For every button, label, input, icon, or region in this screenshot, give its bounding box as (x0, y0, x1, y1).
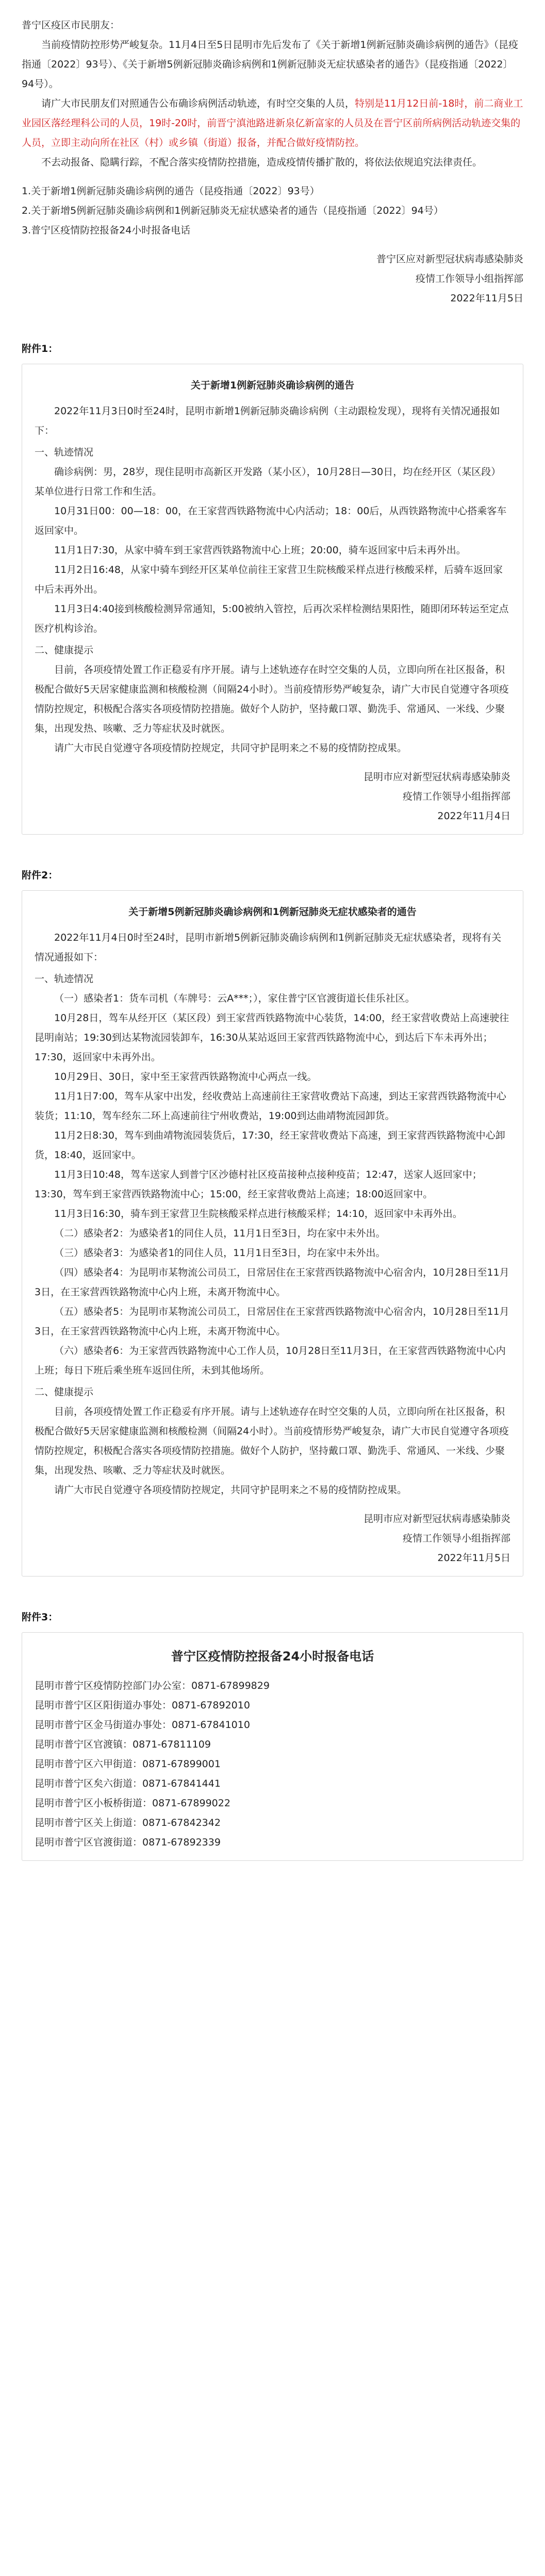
signature-line: 疫情工作领导小组指挥部 (402, 791, 510, 802)
body-paragraph: 11月1日7:30，从家中骑车到王家营西铁路物流中心上班；20:00，骑车返回家中后未再外出。 (54, 545, 466, 556)
body-paragraph: 11月2日8:30，驾车到曲靖物流园装货后，17:30，经王家营收费站下高速，到王家营西铁路物流中心卸货，18:40，返回家中。 (35, 1130, 505, 1161)
body-paragraph: 2022年11月4日0时至24时，昆明市新增5例新冠肺炎确诊病例和1例新冠肺炎无症状感染者，现将有关情况通报如下： (35, 932, 502, 963)
notice-attachment-link[interactable]: 1.关于新增1例新冠肺炎确诊病例的通告（昆疫指通〔2022〕93号） (22, 185, 320, 197)
phone-entry: 昆明市普宁区小板桥街道：0871-67899022 (35, 1798, 230, 1809)
attachment-2-label: 附件2： (22, 870, 58, 881)
attachment-2-block (22, 890, 523, 1577)
notice-highlight-text: 特别是11月12日前-18时，前二商业工业园区落经理科公司的人员，19时-20时，前晋宁滇池路进新泉亿新富家的人员及在晋宁区前所病例活动轨迹交集的人员，立即主动向所在社区（村）或乡镇（街道）报备，并配合做好疫情防控。 (22, 98, 523, 148)
body-paragraph: 10月28日，驾车从经开区（某区段）到王家营西铁路物流中心装货，14:00，经王家营收费站上高速驶往昆明南站；19:30到达某物流园装卸车，16:30从某站返回王家营西铁路物流中心，到达后下车未再外出；17:30，返回家中未再外出。 (35, 1012, 509, 1063)
attachment-2-body (35, 928, 510, 1500)
body-paragraph: 请广大市民自觉遵守各项疫情防控规定，共同守护昆明来之不易的疫情防控成果。 (54, 1484, 407, 1496)
phone-entry: 昆明市普宁区关上街道：0871-67842342 (35, 1817, 221, 1828)
spacer (22, 172, 523, 181)
signature-line: 昆明市应对新型冠状病毒感染肺炎 (363, 1513, 510, 1524)
phone-entry: 昆明市普宁区官渡街道：0871-67892339 (35, 1837, 221, 1848)
attachment-1-body (35, 401, 510, 758)
attachment-2-signature (35, 1500, 510, 1568)
signature-line: 2022年11月5日 (437, 1552, 510, 1564)
notice-section (22, 15, 523, 308)
notice-signature-line: 2022年11月5日 (450, 293, 523, 304)
attachment-3-title: 普宁区疫情防控报备24小时报备电话 (171, 1649, 374, 1664)
section-heading: 一、轨迹情况 (35, 973, 94, 985)
body-paragraph: 10月29日、30日，家中至王家营西铁路物流中心两点一线。 (54, 1071, 317, 1082)
section-heading: 一、轨迹情况 (35, 447, 94, 458)
phone-entry: 昆明市普宁区矣六街道：0871-67841441 (35, 1778, 221, 1789)
body-paragraph: （五）感染者5：为昆明市某物流公司员工，日常居住在王家营西铁路物流中心宿舍内，10月28日至11月3日，在王家营西铁路物流中心内上班，未离开物流中心。 (35, 1306, 509, 1337)
attachment-1-block (22, 364, 523, 835)
notice-text: 当前疫情防控形势严峻复杂。11月4日至5日昆明市先后发布了《关于新增1例新冠肺炎确诊病例的通告》（昆疫指通〔2022〕93号）、《关于新增5例新冠肺炎确诊病例和1例新冠肺炎无症状感染者的通告》（昆疫指通〔2022〕94号）。 (22, 39, 518, 90)
phone-entry: 昆明市普宁区区阳街道办事处：0871-67892010 (35, 1700, 250, 1711)
attachment-1-title: 关于新增1例新冠肺炎确诊病例的通告 (190, 380, 355, 391)
notice-attachment-link[interactable]: 2.关于新增5例新冠肺炎确诊病例和1例新冠肺炎无症状感染者的通告（昆疫指通〔2022〕94号） (22, 205, 443, 216)
section-heading: 二、健康提示 (35, 1386, 94, 1398)
body-paragraph: （六）感染者6：为王家营西铁路物流中心工作人员，10月28日至11月3日，在王家营西铁路物流中心内上班；每日下班后乘坐班车返回住所，未到其他场所。 (35, 1345, 506, 1376)
notice-paragraph (22, 94, 523, 152)
phone-entry: 昆明市普宁区金马街道办事处：0871-67841010 (35, 1719, 250, 1731)
spacer (22, 240, 523, 249)
notice-paragraph (22, 35, 523, 94)
notice-signature-line: 普宁区应对新型冠状病毒感染肺炎 (376, 253, 523, 265)
attachment-1-signature (35, 758, 510, 826)
body-paragraph: 目前，各项疫情处置工作正稳妥有序开展。请与上述轨迹存在时空交集的人员，立即向所在社区报备，积极配合做好5天居家健康监测和核酸检测（间隔24小时）。当前疫情形势严峻复杂，请广大市民自觉遵守各项疫情防控规定，积极配合落实各项疫情防控措施。做好个人防护，坚持戴口罩、勤洗手、常通风、一米线、少聚集，出现发热、咳嗽、乏力等症状及时就医。 (35, 1406, 509, 1476)
attachment-2-title: 关于新增5例新冠肺炎确诊病例和1例新冠肺炎无症状感染者的通告 (128, 906, 417, 918)
section-heading: 二、健康提示 (35, 645, 94, 656)
body-paragraph: 11月3日16:30，骑车到王家营卫生院核酸采样点进行核酸采样；14:10，返回家中未再外出。 (54, 1208, 463, 1219)
notice-greeting: 普宁区疫区市民朋友： (22, 20, 120, 31)
body-paragraph: 10月31日00：00—18：00，在王家营西铁路物流中心内活动；18：00后，从西铁路物流中心搭乘客车返回家中。 (35, 505, 507, 536)
notice-paragraph (22, 152, 523, 172)
body-paragraph: 确诊病例：男，28岁，现住昆明市高新区开发路（某小区），10月28日—30日，均在经开区（某区段）某单位进行日常工作和生活。 (35, 466, 501, 497)
phone-entry: 昆明市普宁区官渡镇：0871-67811109 (35, 1739, 211, 1750)
body-paragraph: 11月3日10:48，驾车送家人到普宁区沙德村社区疫苗接种点接种疫苗；12:47，送家人返回家中；13:30，驾车到王家营西铁路物流中心；15:00，经王家营收费站上高速；18:00返回家中。 (35, 1169, 482, 1200)
phone-entry: 昆明市普宁区六甲街道：0871-67899001 (35, 1758, 221, 1770)
body-paragraph: 11月3日4:40接到核酸检测异常通知，5:00被纳入管控，后再次采样检测结果阳性，随即闭环转运至定点医疗机构诊治。 (35, 603, 509, 634)
body-paragraph: （三）感染者3：为感染者1的同住人员，11月1日至3日，均在家中未外出。 (54, 1247, 386, 1259)
signature-line: 2022年11月4日 (437, 810, 510, 822)
body-paragraph: 请广大市民自觉遵守各项疫情防控规定，共同守护昆明来之不易的疫情防控成果。 (54, 742, 407, 754)
body-paragraph: （四）感染者4：为昆明市某物流公司员工，日常居住在王家营西铁路物流中心宿舍内，10月28日至11月3日，在王家营西铁路物流中心内上班，未离开物流中心。 (35, 1267, 509, 1298)
notice-signature-line: 疫情工作领导小组指挥部 (415, 273, 523, 284)
body-paragraph: （一）感染者1：货车司机（车牌号：云A***；），家住普宁区官渡街道长佳乐社区。 (54, 993, 415, 1004)
attachment-3-block (22, 1632, 523, 1861)
body-paragraph: 11月2日16:48，从家中骑车到经开区某单位前往王家营卫生院核酸采样点进行核酸采样，后骑车返回家中后未再外出。 (35, 564, 503, 595)
signature-line: 昆明市应对新型冠状病毒感染肺炎 (363, 771, 510, 783)
body-paragraph: 2022年11月3日0时至24时，昆明市新增1例新冠肺炎确诊病例（主动跟检发现），现将有关情况通报如下： (35, 405, 500, 436)
body-paragraph: 11月1日7:00，驾车从家中出发，经收费站上高速前往王家营收费站下高速，到达王家营西铁路物流中心装货；11:10，驾车经东二环上高速前往宁州收费站，19:00到达曲靖物流园卸货。 (35, 1091, 506, 1122)
spacer (35, 758, 510, 767)
attachment-1-label: 附件1： (22, 343, 58, 354)
phone-entry: 昆明市普宁区疫情防控部门办公室：0871-67899829 (35, 1680, 270, 1691)
spacer (35, 1500, 510, 1509)
notice-text: 不去动报备、隐瞒行踪，不配合落实疫情防控措施，造成疫情传播扩散的，将依法依规追究法律责任。 (41, 157, 483, 168)
notice-attachment-link[interactable]: 3.普宁区疫情防控报备24小时报备电话 (22, 225, 191, 236)
attachment-3-label: 附件3： (22, 1612, 58, 1623)
signature-line: 疫情工作领导小组指挥部 (402, 1533, 510, 1544)
notice-text: 请广大市民朋友们对照通告公布确诊病例活动轨迹，有时空交集的人员， (41, 98, 355, 109)
phone-list (35, 1676, 510, 1852)
body-paragraph: 目前，各项疫情处置工作正稳妥有序开展。请与上述轨迹存在时空交集的人员，立即向所在社区报备，积极配合做好5天居家健康监测和核酸检测（间隔24小时）。当前疫情形势严峻复杂，请广大市民自觉遵守各项疫情防控规定，积极配合落实各项疫情防控措施。做好个人防护，坚持戴口罩、勤洗手、常通风、一米线、少聚集，出现发热、咳嗽、乏力等症状及时就医。 (35, 664, 509, 734)
body-paragraph: （二）感染者2：为感染者1的同住人员，11月1日至3日，均在家中未外出。 (54, 1228, 386, 1239)
